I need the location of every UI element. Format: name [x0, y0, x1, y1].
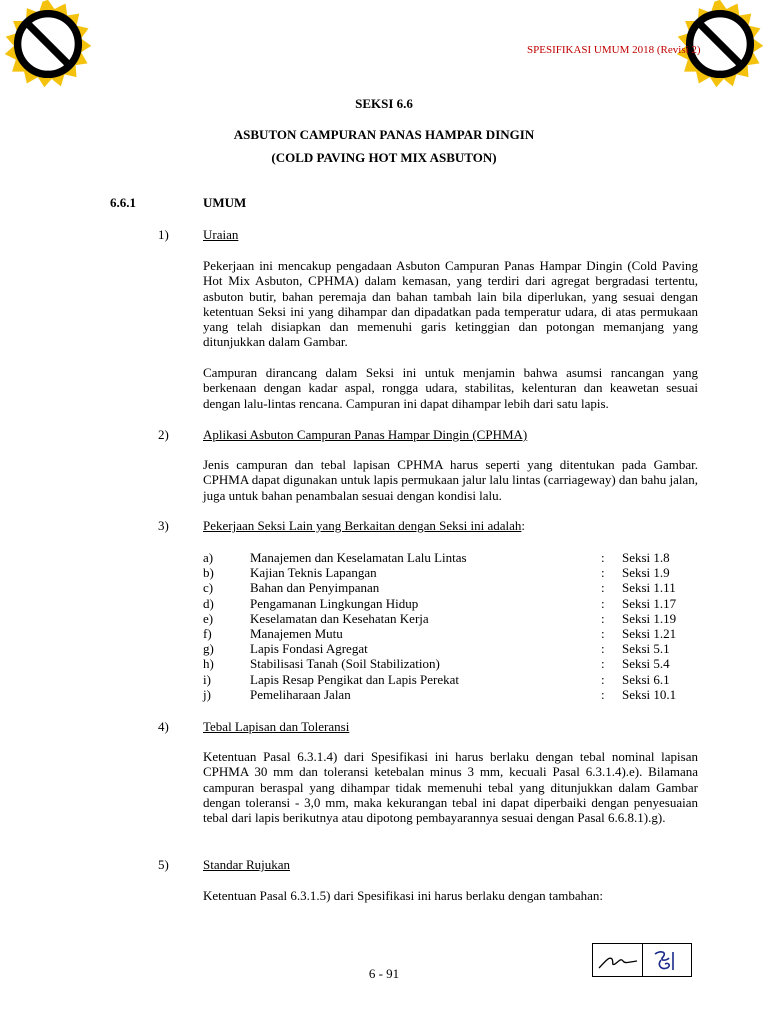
list-item	[203, 550, 698, 565]
item-heading-colon: :	[521, 518, 526, 533]
list-item	[203, 626, 698, 641]
subsection-number: 6.6.1	[110, 195, 136, 210]
ref-colon: :	[601, 580, 605, 596]
section-heading: SEKSI 6.6	[355, 96, 413, 111]
paragraph: Ketentuan Pasal 6.3.1.4) dari Spesifikasi ini harus berlaku dengan tebal nominal lapisan CPHMA 30 mm dan toleransi ketebalan minus 3 mm, kecuali Pasal 6.3.1.4).e). Bilamana campuran beraspal yang dihampar tidak memenuhi tebal yang ditunjukkan dalam Gambar dengan toleransi - 3,0 mm, maka kekurangan tebal ini dapat diperbaiki dengan penyesuaian tebal dari lapis berikutnya atau dipotong pembayarannya sesuai dengan Pasal 6.6.8.1).g).	[203, 749, 698, 826]
ref-letter: e)	[203, 610, 214, 626]
item-heading: Pekerjaan Seksi Lain yang Berkaitan dengan Seksi ini adalah	[203, 518, 522, 533]
list-item	[203, 611, 698, 626]
ref-letter: j)	[203, 686, 211, 702]
ref-title: Manajemen dan Keselamatan Lalu Lintas	[250, 550, 467, 565]
ref-section: Seksi 5.4	[622, 656, 670, 672]
item-heading: Standar Rujukan	[203, 857, 291, 872]
ref-colon: :	[601, 595, 605, 611]
paragraph: Campuran dirancang dalam Seksi ini untuk menjamin bahwa asumsi rancangan yang berkenaan dengan kadar aspal, rongga udara, stabilitas, kelenturan dan keawetan sesuai dengan lalu-lintas rencana. Campuran ini dapat dihampar lebih dari satu lapis.	[203, 365, 698, 411]
ref-letter: c)	[203, 580, 214, 596]
subsection-title: UMUM	[203, 195, 247, 210]
signature-icon	[597, 950, 639, 972]
ref-colon: :	[601, 686, 605, 702]
ref-title: Pemeliharaan Jalan	[250, 686, 351, 702]
ref-section: Seksi 1.19	[622, 610, 677, 626]
ref-title: Keselamatan dan Kesehatan Kerja	[250, 610, 429, 626]
ref-title: Kajian Teknis Lapangan	[250, 565, 377, 581]
ref-letter: h)	[203, 656, 214, 672]
signature-box	[592, 943, 692, 977]
ref-colon: :	[601, 641, 605, 657]
list-item	[203, 565, 698, 580]
ref-letter: d)	[203, 595, 214, 611]
ref-letter: i)	[203, 671, 211, 687]
running-header: SPESIFIKASI UMUM 2018 (Revisi 2)	[527, 44, 701, 56]
paragraph: Ketentuan Pasal 6.3.1.5) dari Spesifikasi ini harus berlaku dengan tambahan:	[203, 888, 604, 903]
item-number: 2)	[158, 427, 169, 442]
no-entry-icon	[2, 0, 94, 90]
list-item	[203, 641, 698, 656]
ref-colon: :	[601, 671, 605, 687]
item-number: 4)	[158, 719, 169, 734]
ref-section: Seksi 1.8	[622, 550, 670, 565]
item-number: 1)	[158, 227, 169, 242]
list-item	[203, 687, 698, 702]
paragraph: Pekerjaan ini mencakup pengadaan Asbuton Campuran Panas Hampar Dingin (Cold Paving Hot Mix Asbuton, CPHMA) dalam kemasan, yang terdiri dari agregat bergradasi tertentu, asbuton butir, bahan peremaja dan bahan tambah lain bila diperlukan, yang sesuai dengan ketentuan Seksi ini yang dihampar dan dipadatkan pada temperatur udara, di atas permukaan yang telah disiapkan dan memenuhi garis ketinggian dan potongan memanjang yang ditunjukkan dalam Gambar.	[203, 258, 698, 350]
ref-section: Seksi 5.1	[622, 641, 670, 657]
ref-section: Seksi 1.17	[622, 595, 677, 611]
list-item	[203, 672, 698, 687]
list-item	[203, 580, 698, 595]
ref-colon: :	[601, 656, 605, 672]
ref-letter: a)	[203, 550, 214, 565]
ref-title: Bahan dan Penyimpanan	[250, 580, 380, 596]
ref-section: Seksi 10.1	[622, 686, 677, 702]
ref-colon: :	[601, 610, 605, 626]
ref-section: Seksi 1.21	[622, 626, 677, 641]
page-number: 6 - 91	[368, 966, 400, 981]
ref-section: Seksi 1.9	[622, 565, 670, 581]
item-heading: Aplikasi Asbuton Campuran Panas Hampar Dingin (CPHMA)	[203, 427, 528, 442]
signature-divider	[642, 944, 643, 976]
ref-section: Seksi 1.11	[622, 580, 676, 596]
list-item	[203, 656, 698, 671]
ref-title: Lapis Fondasi Agregat	[250, 641, 368, 657]
item-number: 3)	[158, 518, 169, 533]
section-name-english: (COLD PAVING HOT MIX ASBUTON)	[271, 150, 497, 165]
ref-title: Lapis Resap Pengikat dan Lapis Perekat	[250, 671, 460, 687]
item-heading: Tebal Lapisan dan Toleransi	[203, 719, 350, 734]
ref-letter: g)	[203, 641, 214, 657]
ref-colon: :	[601, 626, 605, 641]
ref-letter: f)	[203, 626, 212, 641]
list-item	[203, 596, 698, 611]
paragraph: Jenis campuran dan tebal lapisan CPHMA harus seperti yang ditentukan pada Gambar. CPHMA dapat digunakan untuk lapis permukaan jalur lalu lintas (carriageway) dan bahu jalan, juga untuk bahan penambalan sesuai dengan kondisi lalu.	[203, 457, 698, 503]
item-number: 5)	[158, 857, 169, 872]
ref-title: Pengamanan Lingkungan Hidup	[250, 595, 419, 611]
ref-colon: :	[601, 550, 605, 565]
ref-title: Manajemen Mutu	[250, 626, 343, 641]
ref-colon: :	[601, 565, 605, 581]
item-heading-wrap	[203, 518, 525, 534]
initials-icon	[649, 948, 689, 974]
section-name: ASBUTON CAMPURAN PANAS HAMPAR DINGIN	[233, 127, 535, 142]
ref-title: Stabilisasi Tanah (Soil Stabilization)	[250, 656, 440, 672]
ref-section: Seksi 6.1	[622, 671, 670, 687]
item-heading: Uraian	[203, 227, 239, 242]
ref-letter: b)	[203, 565, 214, 581]
